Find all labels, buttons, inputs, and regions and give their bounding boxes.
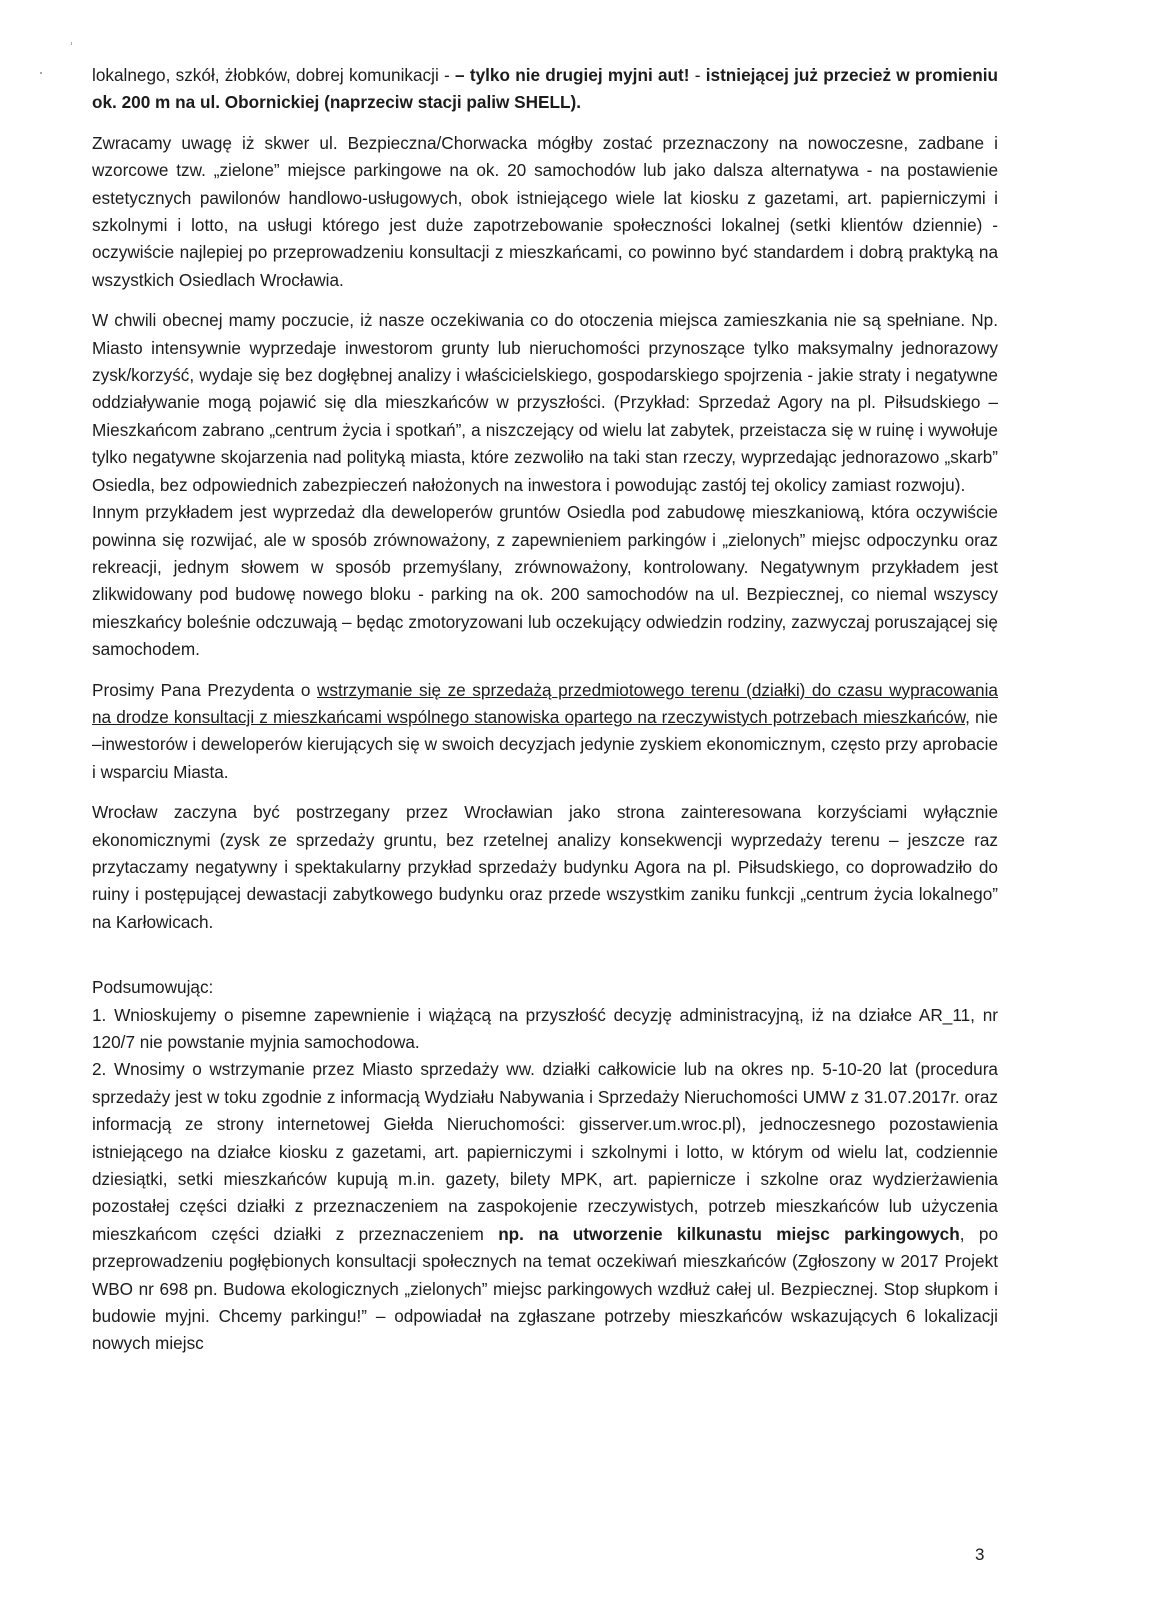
bold-phrase: np. na utworzenie kilkunastu miejsc parkingowych (498, 1223, 960, 1244)
page-number: 3 (975, 1545, 985, 1564)
scan-mark (71, 42, 72, 45)
paragraph-1: lokalnego, szkół, żłobków, dobrej komunikacji - – tylko nie drugiej myjni aut! - istniejącej już przecież w promieniu ok. 200 m na ul. Obornickiej (naprzeciw stacji paliw SHELL). (92, 65, 999, 113)
summary-item-1: 1. Wnioskujemy o pisemne zapewnienie i wiążącą na przyszłość decyzję administracyjną, iż na działce AR_11, nr 120/7 nie powstanie myjnia samochodowa. (92, 1004, 998, 1052)
summary-heading: Podsumowując: (92, 977, 214, 998)
scan-mark (40, 72, 42, 74)
paragraph-3: W chwili obecnej mamy poczucie, iż nasze oczekiwania co do otoczenia miejsca zamieszkania nie są spełniane. Np. Miasto intensywnie wyprzedaje inwestorom grunty lub nieruchomości przynoszące tylko maksymalny jednorazowy zysk/korzyść, wydaje się bez dogłębnej analizy i właścicielskiego, gospodarskiego spojrzenia - jakie straty i negatywne oddziaływanie mogą pojawić się dla mieszkańców w przyszłości. (Przykład: Sprzedaż Agory na pl. Piłsudskiego – Mieszkańcom zabrano „centrum życia i spotkań”, a niszczejący od wielu lat zabytek, przeistacza się w ruinę i wywołuje tylko negatywne skojarzenia nad polityką miasta, które zezwoliło na taki stan rzeczy, wyprzedając jednorazowo „skarb” Osiedla, bez odpowiednich zabezpieczeń nałożonych na inwestora i powodując zastój tej okolicy zamiast rozwoju). (92, 310, 998, 495)
bold-phrase: – tylko nie drugiej myjni aut! (455, 65, 690, 85)
document-body (92, 62, 998, 1358)
bold-phrase: istniejącej już przecież w promieniu ok. 200 m na ul. Obornickiej (naprzeciw stacji paliw SHELL). (92, 65, 999, 113)
paragraph-2: Zwracamy uwagę iż skwer ul. Bezpieczna/Chorwacka mógłby zostać przeznaczony na nowoczesne, zadbane i wzorcowe tzw. „zielone” miejsce parkingowe na ok. 20 samochodów lub jako dalsza alternatywa - na postawienie estetycznych pawilonów handlowo-usługowych, obok istniejącego wiele lat kiosku z gazetami, art. papierniczymi i szkolnymi i lotto, na usługi którego jest duże zapotrzebowanie społeczności lokalnej (setki klientów dziennie) - oczywiście najlepiej po przeprowadzeniu konsultacji z mieszkańcami, co powinno być standardem i dobrą praktyką na wszystkich Osiedlach Wrocławia. (92, 132, 998, 290)
paragraph-6: Wrocław zaczyna być postrzegany przez Wrocławian jako strona zainteresowana korzyściami wyłącznie ekonomicznymi (zysk ze sprzedaży gruntu, bez rzetelnej analizy konsekwencji wyprzedaży terenu – jeszcze raz przytaczamy negatywny i spektakularny przykład sprzedaży budynku Agora na pl. Piłsudskiego, co doprowadziło do ruiny i postępującej dewastacji zabytkowego budynku oraz przede wszystkim zaniku funkcji „centrum życia lokalnego” na Karłowicach. (92, 802, 998, 932)
paragraph-5: Prosimy Pana Prezydenta o wstrzymanie się ze sprzedażą przedmiotowego terenu (działki) do czasu wypracowania na drodze konsultacji z mieszkańcami wspólnego stanowiska opartego na rzeczywistych potrzebach mieszkańców, nie –inwestorów i deweloperów kierujących się w swoich decyzjach jedynie zyskiem ekonomicznym, często przy aprobacie i wsparciu Miasta. (92, 679, 998, 782)
paragraph-4: Innym przykładem jest wyprzedaż dla deweloperów gruntów Osiedla pod zabudowę mieszkaniową, która oczywiście powinna się rozwijać, ale w sposób zrównoważony, z zapewnieniem parkingów i „zielonych” miejsc odpoczynku oraz rekreacji, jednym słowem w sposób przemyślany, zrównoważony, kontrolowany. Negatywnym przykładem jest zlikwidowany pod budowę nowego bloku - parking na ok. 200 samochodów na ul. Bezpiecznej, co niemal wszyscy mieszkańcy boleśnie odczuwają – będąc zmotoryzowani lub oczekujący odwiedzin rodziny, zazwyczaj poruszającej się samochodem. (92, 502, 998, 660)
underlined-request: wstrzymanie się ze sprzedażą przedmiotowego terenu (działki) do czasu wypracowania na drodze konsultacji z mieszkańcami wspólnego stanowiska opartego na rzeczywistych potrzebach mieszkańców, (92, 679, 998, 727)
summary-item-2: 2. Wnosimy o wstrzymanie przez Miasto sprzedaży ww. działki całkowicie lub na okres np. 5-10-20 lat (procedura sprzedaży jest w toku zgodnie z informacją Wydziału Nabywania i Sprzedaży Nieruchomości UMW z 31.07.2017r. oraz informacją ze strony internetowej Giełda Nieruchomości: gisserver.um.wroc.pl), jednoczesnego pozostawienia istniejącego na działce kiosku z gazetami, art. papierniczymi i szkolnymi i lotto, w którym od wielu lat, codziennie dziesiątki, setki mieszkańców kupują m.in. gazety, bilety MPK, art. papiernicze i szkolne oraz wydzierżawienia pozostałej części działki z przeznaczeniem na zaspokojenie rzeczywistych, potrzeb mieszkańców lub użyczenia mieszkańcom części działki z przeznaczeniem np. na utworzenie kilkunastu miejsc parkingowych, po przeprowadzeniu pogłębionych konsultacji społecznych na temat oczekiwań mieszkańców (Zgłoszony w 2017 Projekt WBO nr 698 pn. Budowa ekologicznych „zielonych” miejsc parkingowych wzdłuż całej ul. Bezpiecznej. Stop słupkom i budowie myjni. Chcemy parkingu!” – odpowiadał na zgłaszane potrzeby mieszkańców wskazujących 6 lokalizacji nowych miejsc (92, 1059, 998, 1354)
